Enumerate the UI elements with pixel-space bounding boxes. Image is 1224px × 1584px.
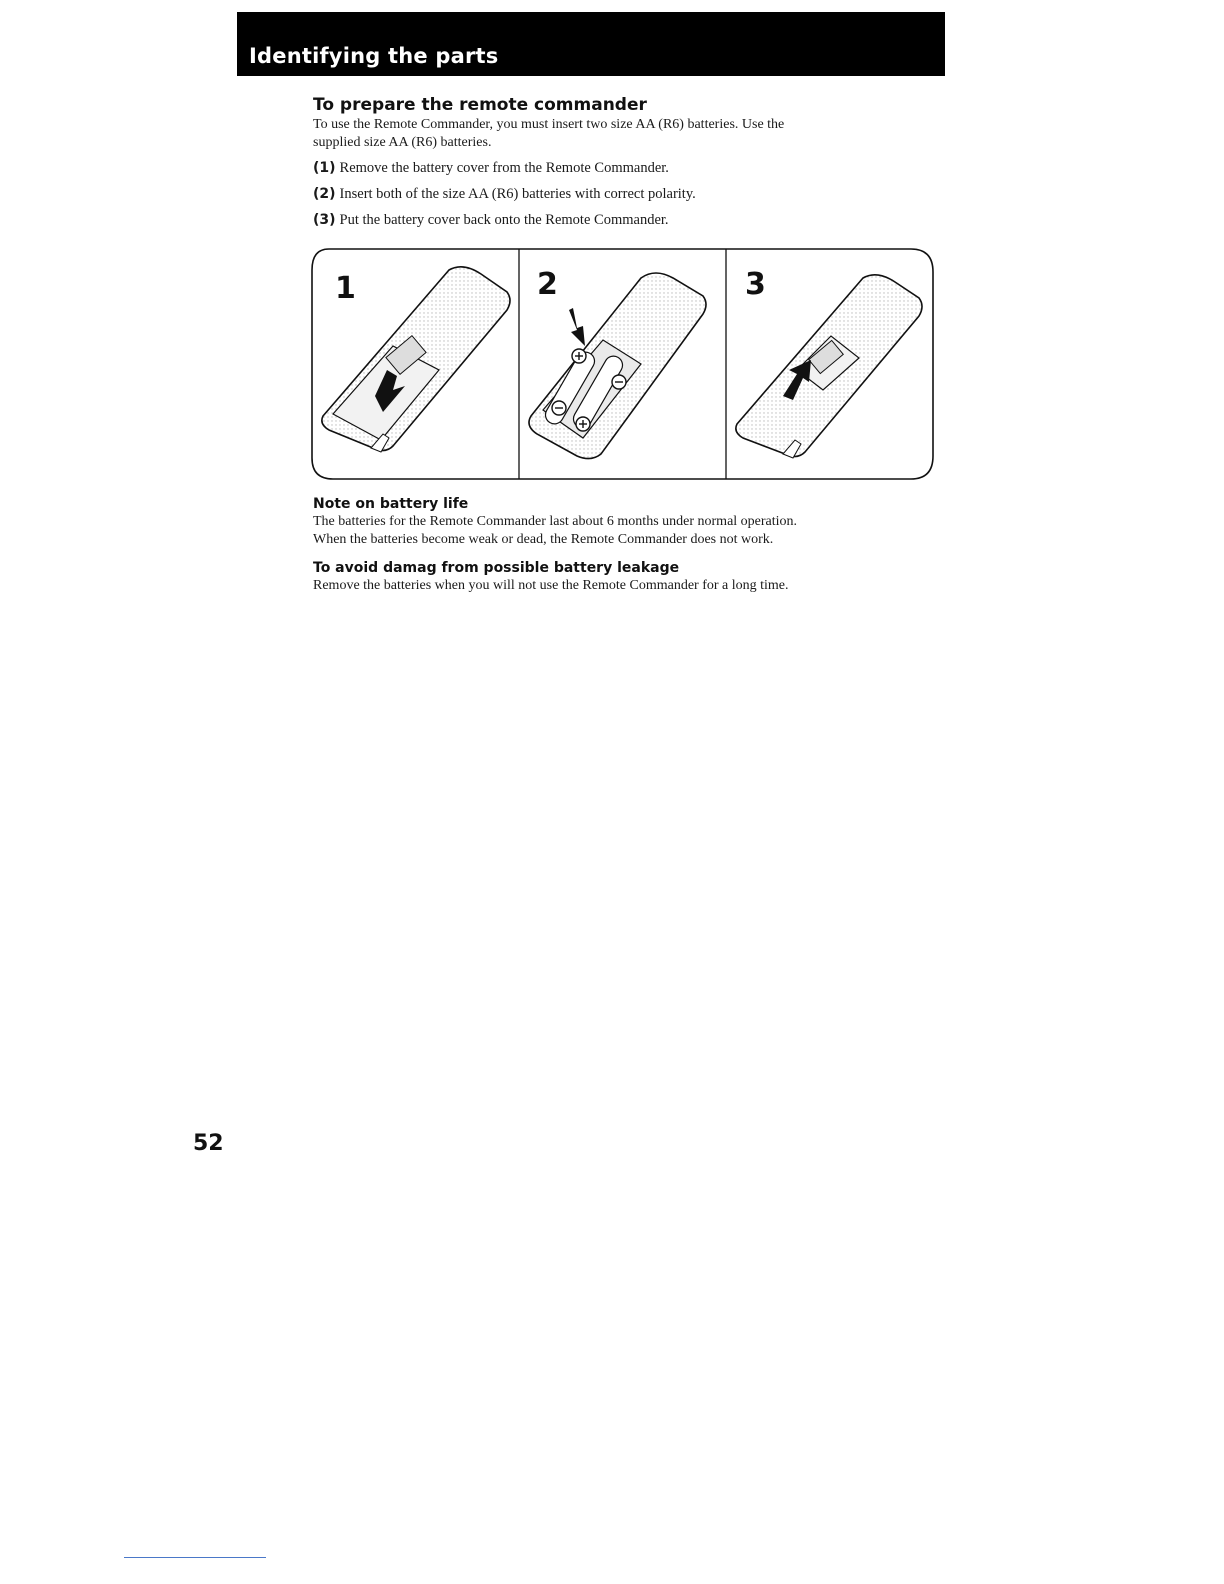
- intro-line-2: supplied size AA (R6) batteries.: [313, 135, 492, 150]
- step-3-text: Put the battery cover back onto the Remote Commander.: [339, 212, 669, 228]
- step-1-text: Remove the battery cover from the Remote Commander.: [339, 160, 669, 176]
- step-3: [313, 210, 953, 230]
- section-header-bar: [237, 12, 945, 76]
- panel-1-number: 1: [335, 271, 356, 306]
- battery-illustration: [311, 248, 934, 480]
- leakage-heading: To avoid damag from possible battery leakage: [313, 560, 680, 576]
- panel-2-number: 2: [537, 267, 558, 302]
- leakage-line-1: Remove the batteries when you will not use the Remote Commander for a long time.: [313, 578, 789, 593]
- step-2-number: (2): [313, 186, 336, 202]
- intro-line-1: To use the Remote Commander, you must insert two size AA (R6) batteries. Use the: [313, 117, 785, 132]
- prepare-heading: To prepare the remote commander: [313, 95, 647, 115]
- step-2-text: Insert both of the size AA (R6) batteries with correct polarity.: [339, 186, 696, 202]
- notes-section: [313, 495, 953, 595]
- step-3-number: (3): [313, 212, 336, 228]
- illustration-frame: [311, 248, 934, 480]
- panel-3-remote-icon: [736, 275, 922, 458]
- prepare-section: [313, 94, 953, 230]
- page-number: 52: [193, 1131, 224, 1156]
- step-1-number: (1): [313, 160, 336, 176]
- battery-life-line-2: When the batteries become weak or dead, the Remote Commander does not work.: [313, 532, 774, 547]
- battery-life-line-1: The batteries for the Remote Commander last about 6 months under normal operation.: [313, 514, 798, 529]
- battery-life-heading: Note on battery life: [313, 496, 469, 512]
- panel-3-number: 3: [745, 267, 766, 302]
- footer-rule: [124, 1557, 266, 1558]
- section-title: Identifying the parts: [249, 44, 499, 68]
- step-2: [313, 184, 953, 204]
- step-1: [313, 158, 953, 178]
